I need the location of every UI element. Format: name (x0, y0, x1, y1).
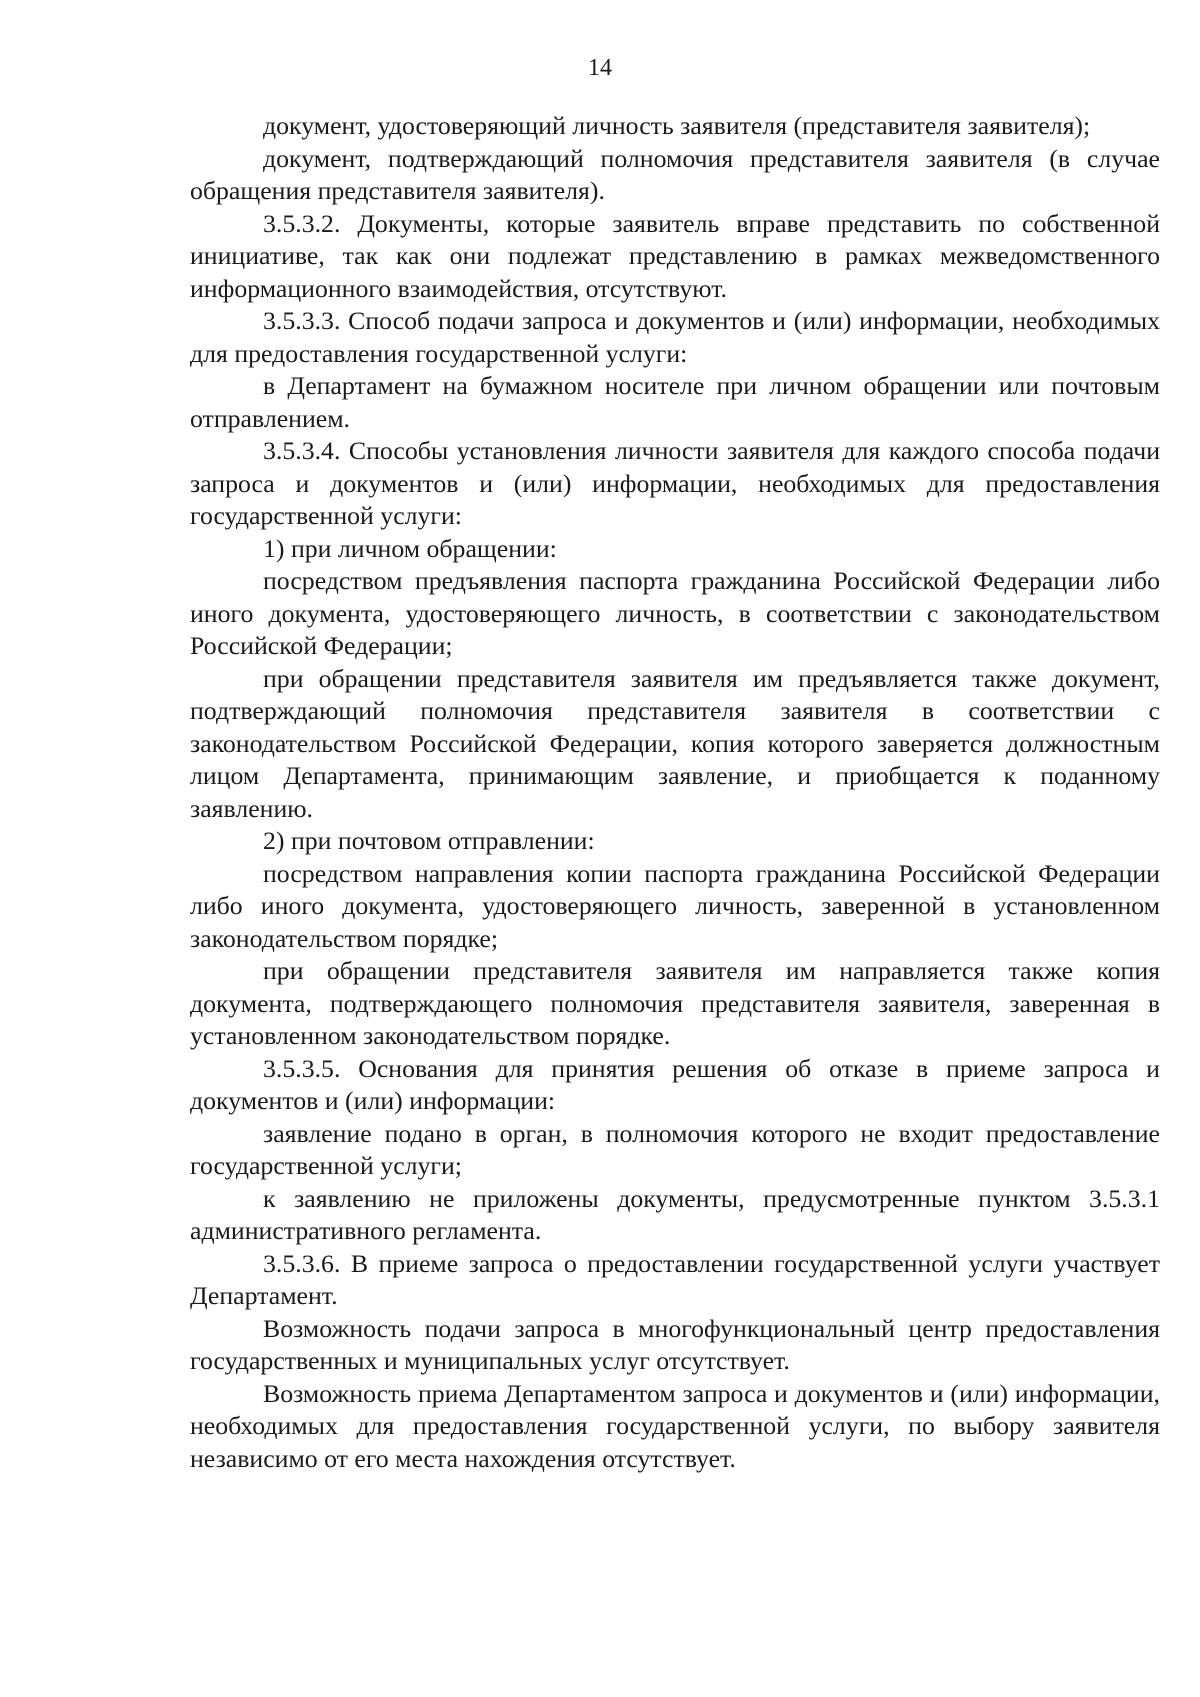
paragraph-representative-by-mail: при обращении представителя заявителя им направляется также копия документа, подтверждающего полномочия представителя заявителя, заверенная в установленном законодательством порядке. (190, 956, 1160, 1050)
paragraph-identity-document: документ, удостоверяющий личность заявителя (представителя заявителя); (263, 111, 1091, 140)
paragraph-extraterritorial-unavailable: Возможность приема Департаментом запроса и документов и (или) информации, необходимых для предоставления государственной услуги, по выбору заявителя независимо от его места нахождения отсутствует. (190, 1378, 1160, 1473)
paragraph-3-5-3-6: 3.5.3.6. В приеме запроса о предоставлении государственной услуги участвует Департамент. (190, 1248, 1160, 1310)
paragraph-3-5-3-5: 3.5.3.5. Основания для принятия решения об отказе в приеме запроса и документов и (или) информации: (190, 1053, 1160, 1115)
paragraph-passport-presentation: посредством предъявления паспорта гражданина Российской Федерации либо иного документа, удостоверяющего личность, в соответствии с законодательством Российской Федерации; (190, 566, 1160, 660)
paragraph-3-5-3-2: 3.5.3.2. Документы, которые заявитель вправе представить по собственной инициативе, так как они подлежат представлению в рамках межведомственного информационного взаимодействия, отсутствуют. (190, 208, 1160, 303)
paragraph-authority-document: документ, подтверждающий полномочия представителя заявителя (в случае обращения представителя заявителя). (190, 143, 1160, 205)
paragraph-in-person-heading: 1) при личном обращении: (263, 533, 557, 563)
page-number: 14 (588, 55, 612, 81)
paragraph-mfc-unavailable: Возможность подачи запроса в многофункциональный центр предоставления государственных и муниципальных услуг отсутствует. (190, 1313, 1160, 1375)
paragraph-submission-method: в Департамент на бумажном носителе при личном обращении или почтовым отправлением. (190, 371, 1160, 433)
paragraph-missing-documents: к заявлению не приложены документы, предусмотренные пунктом 3.5.3.1 административного регламента. (190, 1183, 1160, 1245)
paragraph-3-5-3-4: 3.5.3.4. Способы установления личности заявителя для каждого способа подачи запроса и документов и (или) информации, необходимых для предоставления государственной услуги: (190, 436, 1160, 530)
paragraph-wrong-authority: заявление подано в орган, в полномочия которого не входит предоставление государственной услуги; (190, 1118, 1160, 1180)
paragraph-representative-in-person: при обращении представителя заявителя им предъявляется также документ, подтверждающий полномочия представителя заявителя в соответствии с законодательством Российской Федерации, копия которого заверяется должностным лицом Департамента, принимающим заявление, и приобщается к поданному заявлению. (190, 663, 1160, 823)
paragraph-passport-copy: посредством направления копии паспорта гражданина Российской Федерации либо иного документа, удостоверяющего личность, заверенной в установленном законодательством порядке; (190, 858, 1160, 953)
document-body (190, 110, 1160, 1475)
paragraph-by-mail-heading: 2) при почтовом отправлении: (263, 826, 595, 855)
paragraph-3-5-3-3: 3.5.3.3. Способ подачи запроса и документов и (или) информации, необходимых для предоставления государственной услуги: (190, 306, 1160, 368)
